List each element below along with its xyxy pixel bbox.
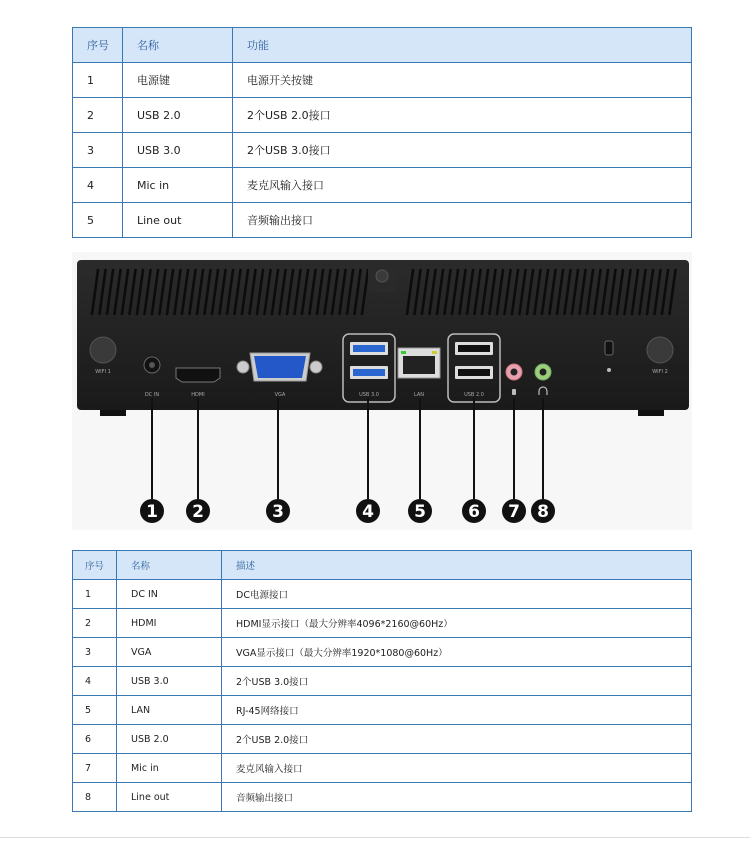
table-row xyxy=(73,696,692,725)
cell-index: 5 xyxy=(73,696,117,725)
cell-function: 2个USB 3.0接口 xyxy=(233,133,692,168)
vga-screw-right xyxy=(310,361,322,373)
table-row xyxy=(73,725,692,754)
cell-description: 麦克风输入接口 xyxy=(222,754,692,783)
cell-name: 电源键 xyxy=(123,63,233,98)
callout-number: 6 xyxy=(468,502,480,522)
wifi2-label: WIFI 2 xyxy=(652,369,668,375)
callout-number: 5 xyxy=(414,502,426,522)
cell-description: 2个USB 2.0接口 xyxy=(222,725,692,754)
cell-name: Line out xyxy=(123,203,233,238)
header-description: 描述 xyxy=(222,551,692,580)
microphone-icon xyxy=(512,389,516,395)
screw-icon xyxy=(376,270,388,282)
ports-spec-table xyxy=(72,550,692,812)
cell-name: Mic in xyxy=(117,754,222,783)
cell-index: 8 xyxy=(73,783,117,812)
page-bottom-divider xyxy=(0,837,750,838)
cell-name: USB 3.0 xyxy=(123,133,233,168)
cell-index: 4 xyxy=(73,667,117,696)
cell-name: USB 3.0 xyxy=(117,667,222,696)
cell-function: 音频输出接口 xyxy=(233,203,692,238)
cell-index: 2 xyxy=(73,609,117,638)
usb20-port-top xyxy=(458,345,490,352)
cell-description: HDMI显示接口（最大分辨率4096*2160@60Hz） xyxy=(222,609,692,638)
cell-index: 3 xyxy=(73,638,117,667)
hdmi-label: HDMI xyxy=(191,392,205,398)
wifi2-antenna-icon xyxy=(647,337,673,363)
table-row xyxy=(73,609,692,638)
usb20-label: USB 2.0 xyxy=(464,392,484,398)
callout-number: 2 xyxy=(192,502,204,522)
table-row xyxy=(73,203,692,238)
cell-index: 5 xyxy=(73,203,123,238)
usb30-label: USB 3.0 xyxy=(359,392,379,398)
lock-slot xyxy=(605,341,613,355)
callout-number: 3 xyxy=(272,502,284,522)
table-row xyxy=(73,783,692,812)
cell-name: VGA xyxy=(117,638,222,667)
cell-name: USB 2.0 xyxy=(123,98,233,133)
cell-index: 3 xyxy=(73,133,123,168)
cell-index: 1 xyxy=(73,580,117,609)
cell-index: 4 xyxy=(73,168,123,203)
cell-name: LAN xyxy=(117,696,222,725)
cell-index: 6 xyxy=(73,725,117,754)
cell-description: 音频输出接口 xyxy=(222,783,692,812)
header-index: 序号 xyxy=(73,551,117,580)
cell-function: 2个USB 2.0接口 xyxy=(233,98,692,133)
header-index: 序号 xyxy=(73,28,123,63)
table-row xyxy=(73,133,692,168)
table-row xyxy=(73,580,692,609)
cell-description: VGA显示接口（最大分辨率1920*1080@60Hz） xyxy=(222,638,692,667)
usb20-port-bottom xyxy=(458,369,490,376)
wifi1-label: WIFI 1 xyxy=(95,369,111,375)
lan-label: LAN xyxy=(413,392,425,398)
table-row xyxy=(73,168,692,203)
cell-name: DC IN xyxy=(117,580,222,609)
table-row xyxy=(73,667,692,696)
device-rear-panel xyxy=(72,252,692,530)
table-row xyxy=(73,638,692,667)
cell-name: HDMI xyxy=(117,609,222,638)
table-row xyxy=(73,63,692,98)
header-name: 名称 xyxy=(117,551,222,580)
cell-name: Mic in xyxy=(123,168,233,203)
dc-in-label: DC IN xyxy=(144,392,160,398)
callout-number: 1 xyxy=(146,502,158,522)
table-header-row xyxy=(73,28,692,63)
header-name: 名称 xyxy=(123,28,233,63)
callout-number: 4 xyxy=(362,502,374,522)
table-row xyxy=(73,98,692,133)
cell-name: Line out xyxy=(117,783,222,812)
lock-icon xyxy=(607,368,611,372)
table-header-row xyxy=(73,551,692,580)
vga-label: VGA xyxy=(274,392,286,398)
cell-name: USB 2.0 xyxy=(117,725,222,754)
vga-screw-left xyxy=(237,361,249,373)
cell-description: 2个USB 3.0接口 xyxy=(222,667,692,696)
callout-number: 7 xyxy=(508,502,520,522)
callout-number: 8 xyxy=(537,502,549,522)
wifi1-antenna-icon xyxy=(90,337,116,363)
usb30-port-bottom xyxy=(353,369,385,376)
cell-index: 2 xyxy=(73,98,123,133)
cell-description: RJ-45网络接口 xyxy=(222,696,692,725)
cell-function: 麦克风输入接口 xyxy=(233,168,692,203)
usb30-port-top xyxy=(353,345,385,352)
header-function: 功能 xyxy=(233,28,692,63)
cell-description: DC电源接口 xyxy=(222,580,692,609)
cell-function: 电源开关按键 xyxy=(233,63,692,98)
table-row xyxy=(73,754,692,783)
hdmi-port xyxy=(176,368,220,382)
cell-index: 7 xyxy=(73,754,117,783)
cell-index: 1 xyxy=(73,63,123,98)
buttons-spec-table xyxy=(72,27,692,238)
vga-port xyxy=(254,356,306,378)
